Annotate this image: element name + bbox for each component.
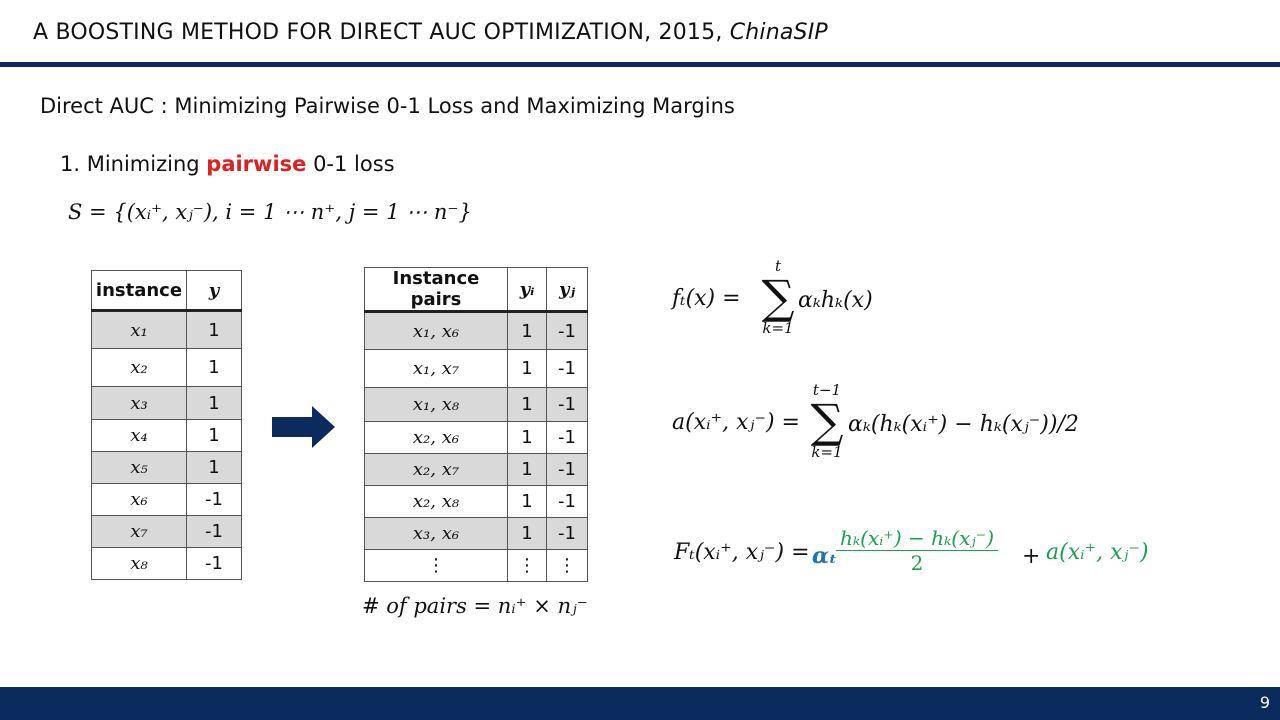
eq1-sum-top: t xyxy=(774,257,782,275)
eq2-sum-bottom: k=1 xyxy=(811,443,843,461)
header-y: y xyxy=(187,271,242,311)
table-row xyxy=(92,420,242,452)
footer-bar xyxy=(0,687,1280,720)
pair-cell: x₁, x₇ xyxy=(365,350,508,388)
eq2-rhs: αₖ(hₖ(xᵢ⁺) − hₖ(xⱼ⁻))/2 xyxy=(848,412,1079,437)
table-row xyxy=(92,548,242,580)
header-yj: yⱼ xyxy=(547,268,588,312)
label-cell: 1 xyxy=(187,452,242,484)
yj-cell: -1 xyxy=(547,422,588,454)
yj-cell: -1 xyxy=(547,486,588,518)
pair-cell: x₃, x₆ xyxy=(365,518,508,550)
eq1-rhs: αₖhₖ(x) xyxy=(798,288,873,313)
table-row xyxy=(365,388,588,422)
pair-cell: x₂, x₇ xyxy=(365,454,508,486)
eq3-lhs: Fₜ(xᵢ⁺, xⱼ⁻) = xyxy=(674,540,810,565)
eq3-numerator: hₖ(xᵢ⁺) − hₖ(xⱼ⁻) xyxy=(836,526,998,551)
label-cell: 1 xyxy=(187,349,242,387)
yj-cell: -1 xyxy=(547,350,588,388)
slide-subtitle: Direct AUC : Minimizing Pairwise 0-1 Loss and Maximizing Margins xyxy=(40,94,735,118)
yi-cell: 1 xyxy=(508,422,547,454)
instance-cell: x₈ xyxy=(92,548,187,580)
yj-cell: -1 xyxy=(547,312,588,350)
page-number: 9 xyxy=(1259,693,1270,712)
label-cell: 1 xyxy=(187,311,242,349)
label-cell: 1 xyxy=(187,420,242,452)
sigma-icon: ∑ xyxy=(810,394,844,448)
table-row xyxy=(92,452,242,484)
eq3-alpha: αₜ xyxy=(812,543,838,569)
instance-cell: x₆ xyxy=(92,484,187,516)
pairs-count-formula: # of pairs = nᵢ⁺ × nⱼ⁻ xyxy=(362,594,588,618)
pair-cell: x₁, x₈ xyxy=(365,388,508,422)
instance-cell: x₁ xyxy=(92,311,187,349)
table-row xyxy=(365,454,588,486)
table-row xyxy=(92,311,242,349)
table-row xyxy=(92,349,242,387)
ellipsis-cell: ⋮ xyxy=(547,550,588,582)
table-row xyxy=(92,516,242,548)
label-cell: -1 xyxy=(187,484,242,516)
ellipsis-cell: ⋮ xyxy=(508,550,547,582)
header-instance-pairs: Instance pairs xyxy=(365,268,508,312)
pair-cell: x₂, x₈ xyxy=(365,486,508,518)
yj-cell: -1 xyxy=(547,518,588,550)
eq1-sum xyxy=(756,258,800,336)
table-row xyxy=(92,387,242,420)
venue-text: ChinaSIP xyxy=(729,20,828,45)
yi-cell: 1 xyxy=(508,388,547,422)
eq1-sum-bottom: k=1 xyxy=(762,319,794,337)
instance-cell: x₄ xyxy=(92,420,187,452)
yj-cell: -1 xyxy=(547,454,588,486)
instance-cell: x₂ xyxy=(92,349,187,387)
instance-table xyxy=(91,270,242,580)
table-row xyxy=(365,312,588,350)
instance-pairs-table xyxy=(364,267,588,582)
eq2-sum xyxy=(802,382,852,460)
slide-title xyxy=(33,20,828,45)
pair-cell: x₁, x₆ xyxy=(365,312,508,350)
yi-cell: 1 xyxy=(508,454,547,486)
title-text: A BOOSTING METHOD FOR DIRECT AUC OPTIMIZATION, 2015, xyxy=(33,20,723,45)
bullet-prefix: 1. Minimizing xyxy=(60,152,207,176)
table-row xyxy=(365,350,588,388)
eq3-plus: + xyxy=(1022,544,1041,569)
table-row xyxy=(365,550,588,582)
right-arrow-icon xyxy=(272,406,336,448)
pair-cell: x₂, x₆ xyxy=(365,422,508,454)
table-row xyxy=(365,518,588,550)
table-row xyxy=(92,484,242,516)
table-row xyxy=(365,422,588,454)
eq3-tail: a(xᵢ⁺, xⱼ⁻) xyxy=(1046,540,1149,565)
yi-cell: 1 xyxy=(508,518,547,550)
header-instance: instance xyxy=(92,271,187,311)
yi-cell: 1 xyxy=(508,486,547,518)
eq1-lhs: fₜ(x) = xyxy=(672,286,741,311)
eq2-sum-top: t−1 xyxy=(812,381,842,399)
instance-cell: x₇ xyxy=(92,516,187,548)
eq3-denominator: 2 xyxy=(910,551,924,575)
label-cell: -1 xyxy=(187,516,242,548)
label-cell: 1 xyxy=(187,387,242,420)
instance-cell: x₅ xyxy=(92,452,187,484)
yj-cell: -1 xyxy=(547,388,588,422)
yi-cell: 1 xyxy=(508,312,547,350)
eq2-lhs: a(xᵢ⁺, xⱼ⁻) = xyxy=(672,410,800,435)
set-equation: S = {(xᵢ⁺, xⱼ⁻), i = 1 ⋯ n⁺, j = 1 ⋯ n⁻} xyxy=(68,200,472,224)
bullet-point-1 xyxy=(60,152,395,176)
bullet-suffix: 0-1 loss xyxy=(306,152,395,176)
bullet-highlight: pairwise xyxy=(206,152,307,176)
instance-cell: x₃ xyxy=(92,387,187,420)
label-cell: -1 xyxy=(187,548,242,580)
header-yi: yᵢ xyxy=(508,268,547,312)
ellipsis-cell: ⋮ xyxy=(365,550,508,582)
eq3-fraction xyxy=(836,526,998,575)
header-divider xyxy=(0,62,1280,67)
table-row xyxy=(365,486,588,518)
sigma-icon: ∑ xyxy=(761,270,795,324)
yi-cell: 1 xyxy=(508,350,547,388)
